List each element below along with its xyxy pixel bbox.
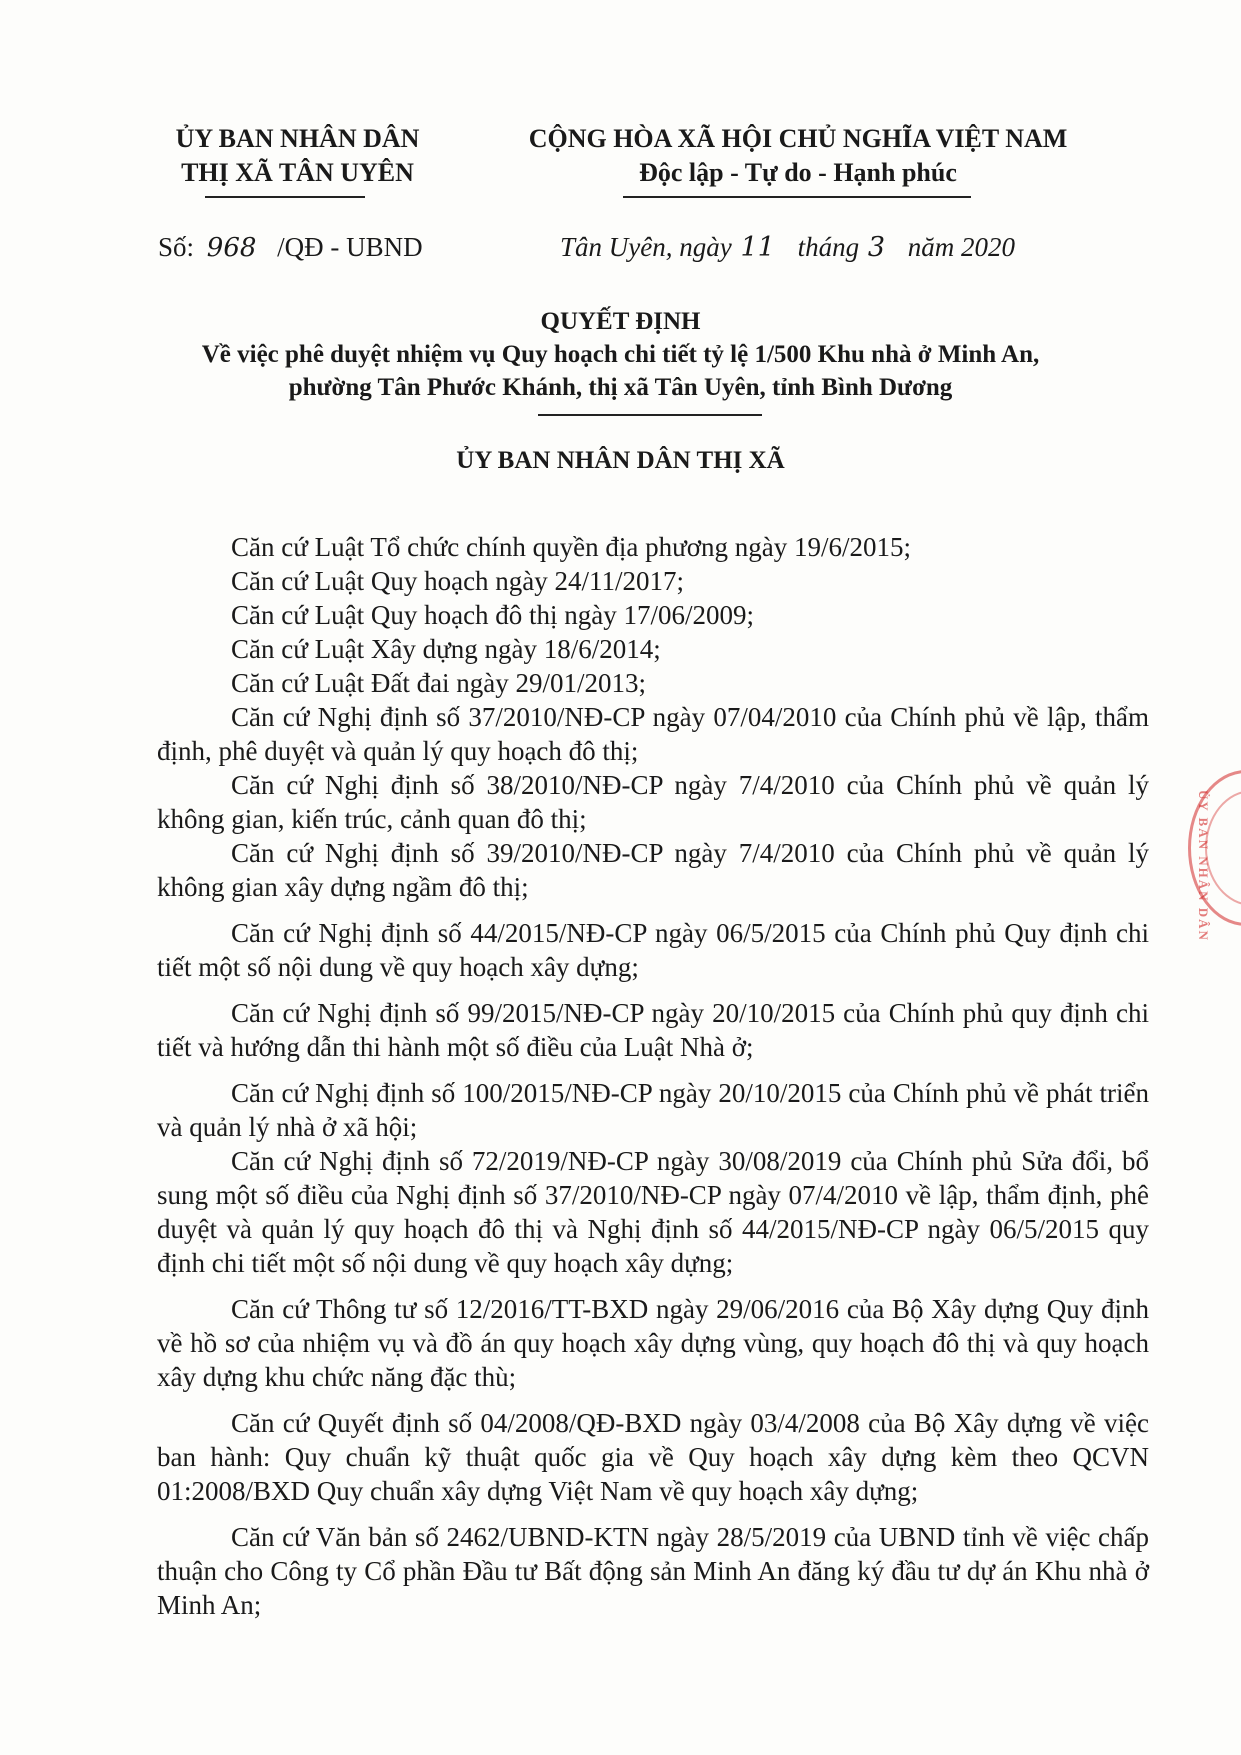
document-number (158, 232, 423, 263)
date-month: 3 (867, 232, 886, 263)
decision-subject-line-1: Về việc phê duyệt nhiệm vụ Quy hoạch chi tiết tỷ lệ 1/500 Khu nhà ở Minh An, (201, 341, 1040, 368)
decision-subject-line-2: phường Tân Phước Khánh, thị xã Tân Uyên, tỉnh Bình Dương (288, 374, 953, 401)
red-seal-text: ỦY BAN NHÂN DÂN (1196, 790, 1211, 942)
legal-basis-paragraph: Căn cứ Nghị định số 38/2010/NĐ-CP ngày 7/4/2010 của Chính phủ về quản lý không gian, kiến trúc, cảnh quan đô thị; (157, 770, 1149, 834)
decision-title (0, 305, 1241, 404)
nation-motto: Độc lập - Tự do - Hạnh phúc (639, 158, 957, 187)
date-day: 11 (740, 232, 775, 263)
legal-basis-paragraph: Căn cứ Nghị định số 39/2010/NĐ-CP ngày 7/4/2010 của Chính phủ về quản lý không gian xây dựng ngầm đô thị; (157, 838, 1149, 902)
national-header (478, 122, 1118, 190)
legal-basis-paragraph: Căn cứ Luật Quy hoạch ngày 24/11/2017; (231, 566, 685, 596)
legal-basis-paragraph: Căn cứ Nghị định số 44/2015/NĐ-CP ngày 06/5/2015 của Chính phủ Quy định chi tiết một số nội dung về quy hoạch xây dựng; (157, 918, 1149, 982)
legal-basis-paragraph: Căn cứ Nghị định số 99/2015/NĐ-CP ngày 20/10/2015 của Chính phủ quy định chi tiết và hướng dẫn thi hành một số điều của Luật Nhà ở; (157, 998, 1149, 1062)
legal-basis (157, 530, 1149, 1622)
number-prefix: Số: (158, 232, 195, 262)
date-month-label: tháng (797, 232, 860, 262)
nation-line-1: CỘNG HÒA XÃ HỘI CHỦ NGHĨA VIỆT NAM (528, 124, 1068, 153)
legal-basis-paragraph: Căn cứ Văn bản số 2462/UBND-KTN ngày 28/5/2019 của UBND tỉnh về việc chấp thuận cho Công ty Cổ phần Đầu tư Bất động sản Minh An đăng ký đầu tư dự án Khu nhà ở Minh An; (157, 1522, 1149, 1620)
date-year: năm 2020 (907, 232, 1016, 262)
decision-heading: QUYẾT ĐỊNH (540, 308, 701, 335)
authority-line-1: ỦY BAN NHÂN DÂN (175, 124, 420, 153)
legal-basis-paragraph: Căn cứ Thông tư số 12/2016/TT-BXD ngày 29/06/2016 của Bộ Xây dựng Quy định về hồ sơ của nhiệm vụ và đồ án quy hoạch xây dựng vùng, quy hoạch đô thị và quy hoạch xây dựng khu chức năng đặc thù; (157, 1294, 1149, 1392)
legal-basis-paragraph: Căn cứ Nghị định số 100/2015/NĐ-CP ngày 20/10/2015 của Chính phủ về phát triển và quản lý nhà ở xã hội; (157, 1078, 1149, 1142)
legal-basis-paragraph: Căn cứ Luật Quy hoạch đô thị ngày 17/06/2009; (231, 600, 755, 630)
legal-basis-paragraph: Căn cứ Luật Đất đai ngày 29/01/2013; (231, 668, 647, 698)
title-underline (538, 414, 762, 416)
motto-underline (623, 196, 971, 198)
legal-basis-paragraph: Căn cứ Nghị định số 72/2019/NĐ-CP ngày 30/08/2019 của Chính phủ Sửa đổi, bổ sung một số điều của Nghị định số 37/2010/NĐ-CP ngày 07/4/2010 về lập, thẩm định, phê duyệt và quản lý quy hoạch đô thị và Nghị định số 44/2015/NĐ-CP ngày 06/5/2015 quy định chi tiết một số nội dung về quy hoạch xây dựng; (157, 1146, 1149, 1278)
legal-basis-paragraph: Căn cứ Quyết định số 04/2008/QĐ-BXD ngày 03/4/2008 của Bộ Xây dựng về việc ban hành: Quy chuẩn kỹ thuật quốc gia về Quy hoạch xây dựng kèm theo QCVN 01:2008/BXD Quy chuẩn xây dựng Việt Nam về quy hoạch xây dựng; (157, 1408, 1149, 1506)
issuing-authority (140, 122, 455, 190)
authority-line-2: THỊ XÃ TÂN UYÊN (181, 158, 414, 187)
date-place-day: Tân Uyên, ngày (560, 232, 732, 262)
number-suffix: /QĐ - UBND (277, 232, 423, 262)
legal-basis-paragraph: Căn cứ Luật Xây dựng ngày 18/6/2014; (231, 634, 661, 664)
legal-basis-paragraph: Căn cứ Nghị định số 37/2010/NĐ-CP ngày 07/04/2010 của Chính phủ về lập, thẩm định, phê duyệt và quản lý quy hoạch đô thị; (157, 702, 1149, 766)
issue-date (560, 232, 1015, 263)
number-value: 968 (206, 233, 257, 263)
authority-underline (205, 196, 365, 198)
issuer-heading: ỦY BAN NHÂN DÂN THỊ XÃ (456, 447, 785, 474)
legal-basis-paragraph: Căn cứ Luật Tổ chức chính quyền địa phương ngày 19/6/2015; (231, 532, 912, 562)
